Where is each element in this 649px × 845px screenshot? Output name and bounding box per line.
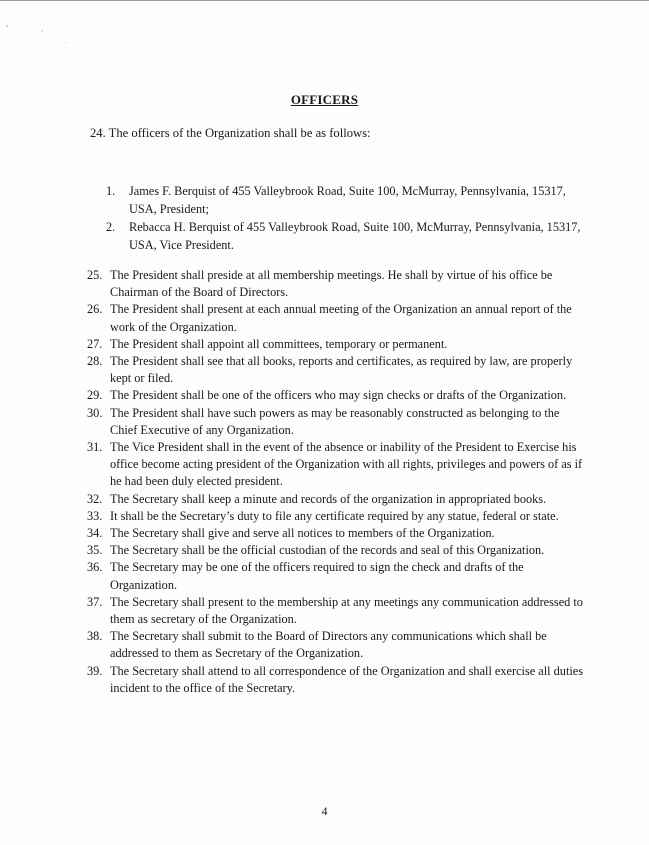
clause-item-text: The Secretary shall give and serve all notices to members of the Organization.: [110, 526, 495, 541]
clause-item: [87, 628, 587, 662]
clause-item-text: The Vice President shall in the event of the absence or inability of the President to Exercise his office become acting president of the Organization with all rights, privileges and powers of as if he had been duly elected president.: [110, 440, 583, 489]
clause-item-number: 29.: [87, 388, 103, 403]
clause-item-text: The President shall be one of the officers who may sign checks or drafts of the Organization.: [110, 388, 567, 403]
clause-item: [87, 387, 587, 404]
clause-item-text: The Secretary may be one of the officers required to sign the check and drafts of the Organization.: [110, 560, 524, 592]
clause-item-text: The President shall see that all books, reports and certificates, as required by law, are properly kept or filed.: [110, 354, 573, 386]
clause-item-number: 38.: [87, 629, 103, 644]
clause-item-text: The Secretary shall keep a minute and records of the organization in appropriated books.: [110, 491, 547, 506]
clause-item: [87, 301, 587, 335]
clause-item-number: 39.: [87, 663, 103, 678]
clause-item: [87, 491, 587, 508]
clause-item-text: It shall be the Secretary’s duty to file any certificate required by any statue, federal or state.: [110, 508, 559, 523]
clause-item: [87, 336, 587, 353]
officer-item: [106, 182, 581, 218]
clause-item-number: 33.: [87, 508, 103, 523]
clause-item: [87, 525, 587, 542]
clause-item-number: 28.: [87, 354, 103, 369]
clause-item-text: The President shall preside at all membership meetings. He shall by virtue of his office be Chairman of the Board of Directors.: [110, 268, 553, 300]
clause-item-number: 37.: [87, 594, 103, 609]
officer-item: [106, 218, 581, 254]
clauses-list: [87, 267, 587, 697]
clause-item-number: 26.: [87, 302, 103, 317]
clause-item-number: 36.: [87, 560, 103, 575]
section-title: OFFICERS: [290, 92, 359, 107]
clause-item: [87, 439, 587, 491]
clause-item: [87, 594, 587, 628]
officer-item-text: James F. Berquist of 455 Valleybrook Road, Suite 100, McMurray, Pennsylvania, 15317, USA, President;: [129, 184, 566, 216]
clause-item: [87, 542, 587, 559]
clause-item: [87, 353, 587, 387]
clause-item-number: 34.: [87, 526, 103, 541]
intro-clause-24: 24. The officers of the Organization shall be as follows:: [90, 126, 371, 140]
clause-item-text: The President shall appoint all committees, temporary or permanent.: [110, 336, 448, 351]
clause-item-number: 32.: [87, 491, 103, 506]
clause-item-number: 35.: [87, 543, 103, 558]
clause-item-text: The Secretary shall be the official custodian of the records and seal of this Organization.: [110, 543, 545, 558]
clause-item: [87, 405, 587, 439]
officer-item-text: Rebacca H. Berquist of 455 Valleybrook Road, Suite 100, McMurray, Pennsylvania, 15317, USA, Vice President.: [129, 220, 581, 252]
clause-item-text: The President shall present at each annual meeting of the Organization an annual report of the work of the Organization.: [110, 302, 572, 334]
officers-list: [106, 182, 581, 254]
clause-item-number: 27.: [87, 336, 103, 351]
clause-item: [87, 663, 587, 697]
clause-item-number: 30.: [87, 405, 103, 420]
page-number: 4: [321, 804, 328, 818]
officer-item-number: 2.: [106, 220, 116, 234]
clause-item-text: The President shall have such powers as may be reasonably constructed as belonging to the Chief Executive of any Organization.: [110, 405, 560, 437]
clause-item: [87, 508, 587, 525]
clause-item-number: 25.: [87, 268, 103, 282]
clause-item: [87, 559, 587, 593]
clause-item: [87, 267, 587, 301]
scan-artifact-specks: [4, 23, 74, 53]
clause-item-number: 31.: [87, 440, 103, 455]
officer-item-number: 1.: [106, 184, 116, 198]
clause-item-text: The Secretary shall present to the membership at any meetings any communication addressed to them as secretary of the Organization.: [110, 594, 583, 627]
clause-item-text: The Secretary shall attend to all correspondence of the Organization and shall exercise all duties incident to the office of the Secretary.: [110, 663, 584, 695]
clause-item-text: The Secretary shall submit to the Board of Directors any communications which shall be addressed to them as Secretary of the Organization.: [110, 629, 547, 661]
